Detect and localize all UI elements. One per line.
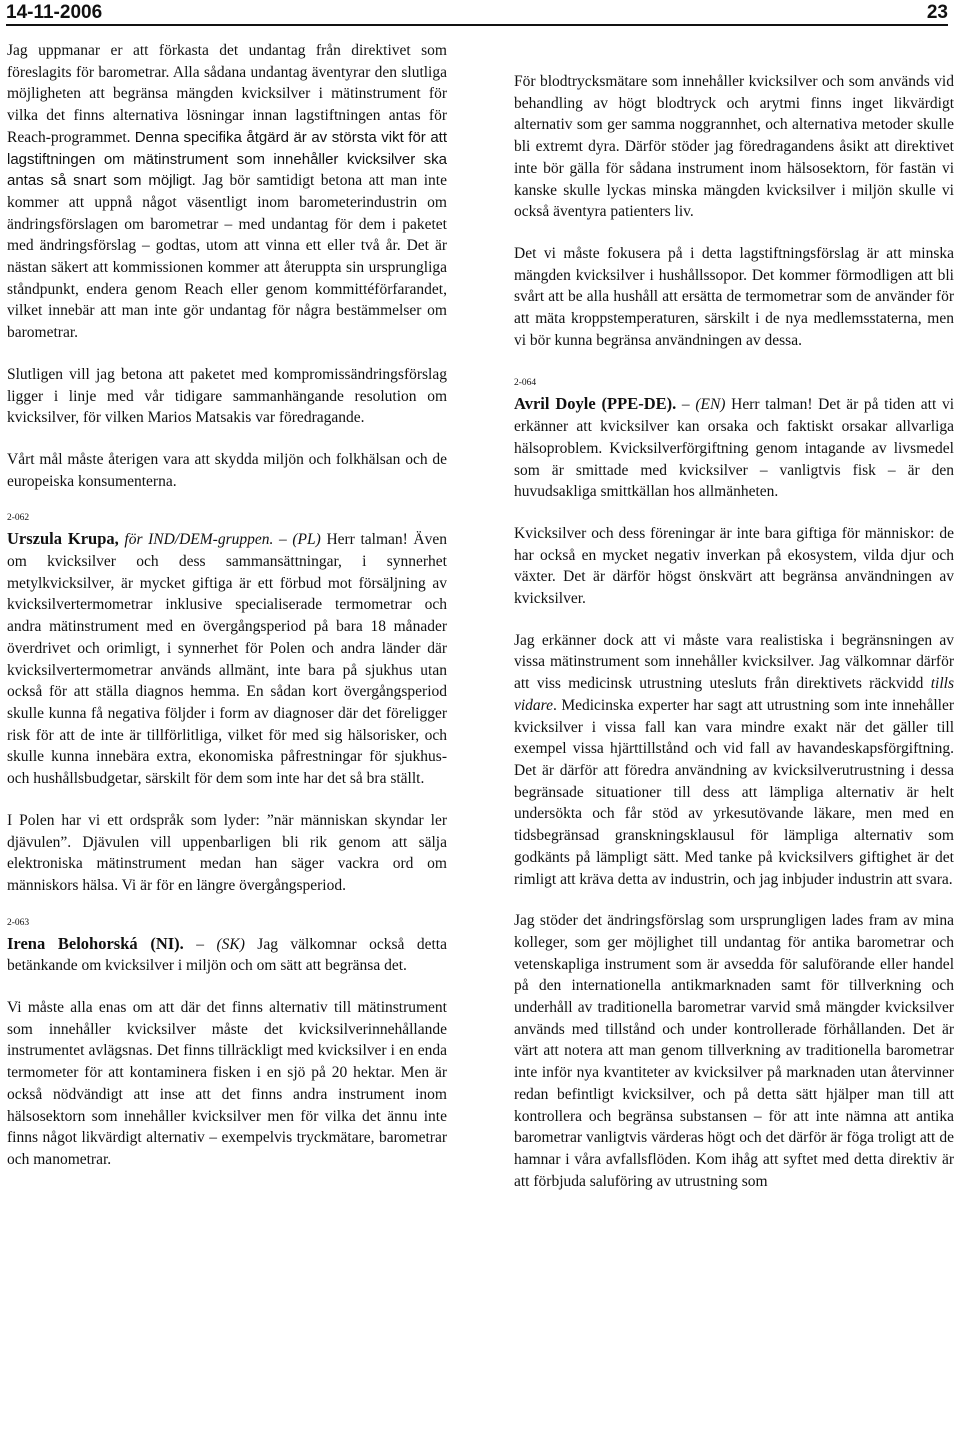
paragraph: Kvicksilver och dess föreningar är inte bara giftiga för människor: de har också en mycket negativ inverkan på ekosystem, vilda djur och växter. Det är därför högst önskvärt att begränsa användningen av kvicksilver.	[514, 524, 954, 608]
speech: Avril Doyle (PPE-DE). – (EN) Herr talman! Det är på tiden att vi erkänner att kvicksilver kan orsaka och faktiskt orsakar allvarliga hälsoproblem. Kvicksilverförgiftning genom intagande av livsmedel som är smittade med kvicksilver – vanligtvis fisk – är den huvudsakliga smittkällan hos allmänheten.	[514, 394, 955, 501]
language-tag: (SK)	[216, 935, 245, 953]
paragraph: Vi måste alla enas om att där det finns alternativ till mätinstrument som innehåller kvicksilver måste det kvicksilverinnehållande instrumentet avlägsnas. Det finns tillräckligt med kvicksilver i en enda termometer för att kontaminera fisken i en sjö på 20 hektar. Men är också nödvändigt att inse att det finns andra instrument inom hälsosektorn som innehåller kvicksilver men för vilka det ännu inte finns något likvärdigt alternativ – exempelvis tryckmätare, barometrar och manometrar.	[7, 999, 447, 1168]
speaker-name: Irena Belohorská (NI).	[7, 933, 184, 953]
speech: Irena Belohorská (NI). – (SK) Jag välkomnar också detta betänkande om kvicksilver i miljön och om sätt att begränsa det.	[7, 933, 447, 975]
paragraph: Jag erkänner dock att vi måste vara realistiska i begränsningen av vissa mätinstrument som innehåller kvicksilver. Jag välkomnar därför att viss medicinsk utrustning utesluts från direktivets räckvidd tills vidare. Medicinska experter har sagt att utrustning som inte innehåller kvicksilver i vissa fall kan vara mindre exakt när det gäller till exempel vissa hjärttillstånd och vid fall av havandeskapsförgiftning. Det är därför att föredra användning av kvicksilverutrustning i dessa begränsade situationer till dess att lämpliga alternativ är helt undersökta och får stöd av yrkesutövande läkare, men med en tidsbegränsad granskningsklausul för lämpliga alternativ som godkänts på lämpligt sätt. Med tanke på kvicksilvers giftighet är det rimligt att kräva detta av industrin, och jag inbjuder industrin att svara.	[514, 631, 954, 888]
paragraph: Slutligen vill jag betona att paketet med kompromissändringsförslag ligger i linje med vår tidigare sammanhängande resolution om kvicksilver, för vilken Marios Matsakis var föredragande.	[7, 365, 447, 427]
header-date: 14-11-2006	[6, 2, 103, 23]
paragraph: Det vi måste fokusera på i detta lagstiftningsförslag är att minska mängden kvicksilver i hushållssopor. Det kommer förmodligen att bli svårt att be alla hushåll att ersätta de termometrar som de använder för att mäta kroppstemperaturen, särskilt i de nya medlemsstaterna, men vi bör kunna begränsa användningen av dessa.	[514, 244, 954, 349]
header-page-number: 23	[926, 2, 948, 23]
language-tag: (EN)	[695, 396, 726, 414]
paragraph: Jag uppmanar er att förkasta det undantag från direktivet som föreslagits för barometrar. Alla sådana undantag äventyrar den slutliga möjligheten att begränsa mängden kvicksilver i mätinstrument för vilka det finns alternativa lösningar innan lagstiftningen antas för Reach-programmet. Denna specifika åtgärd är av största vikt för att lagstiftningen om mätinstrument som innehåller kvicksilver ska antas så snart som möjligt. Jag bör samtidigt betona att man inte kommer att uppnå något väsentligt inom barometerindustrin om ändringsförslagen om barometrar – med undantag för dem i paketet med ändringsförslag – godtas, utom att vinna ett eller två år. Det är nästan säkert att kommissionen kommer att återuppta sin ursprungliga ståndpunkt, endera genom Reach eller genom kommittéförfarandet, vilket innebär att man inte gör undantag för några bestämmelser om barometrar.	[7, 42, 448, 342]
speaker-name: Urszula Krupa,	[7, 529, 119, 549]
speech: Urszula Krupa, för IND/DEM-gruppen. – (PL) Herr talman! Även om kvicksilver och dess sammansättningar, i synnerhet metylkvicksilver, är mycket giftiga är ett förbud mot försäljning av kvicksilvertermometrar inklusive specialiserade termometrar och andra mätinstrument med en övergångsperiod på bara 18 månader överdrivet och orimligt, i synnerhet för Polen och andra länder där kvicksilvertermometrar används allmänt, inte bara på sjukhus utan också för att ställa diagnos hemma. En sådan kort övergångsperiod skulle kunna få negativa följder i form av diagnoser där det föreligger risk för att de inte är tillförlitliga, vilket för med sig hälsorisker, och skulle kunna innebära extra, ekonomiska påfrestningar för sjukhus- och hushållsbudgetar, särskilt för dem som inte har det så bra ställt.	[7, 529, 447, 788]
speech-id: 2-063	[7, 917, 30, 928]
right-column	[514, 71, 954, 1212]
speaker-group: för IND/DEM-gruppen.	[124, 531, 274, 549]
paragraph: Vårt mål måste återigen vara att skydda miljön och folkhälsan och de europeiska konsumenterna.	[7, 450, 447, 490]
page-header	[6, 0, 948, 26]
speaker-name: Avril Doyle (PPE-DE).	[514, 394, 677, 414]
speech-id: 2-062	[7, 513, 30, 524]
paragraph: För blodtrycksmätare som innehåller kvicksilver och som används vid behandling av högt blodtryck och arytmi finns inget likvärdigt alternativ som ger samma noggrannhet, och alternativa metoder skulle bli extremt dyra. Därför stöder jag föredragandens åsikt att direktivet inte bör gälla för sådana instrument inom hälsosektorn, för fastän vi kanske skulle lyckas minska mängden kvicksilver i miljön skulle vi också äventyra patienters liv.	[514, 73, 954, 221]
left-column	[7, 40, 447, 1191]
paragraph: I Polen har vi ett ordspråk som lyder: ”när människan skyndar ler djävulen”. Djävulen vill uppenbarligen bli rik genom att sälja elektroniska mätinstrument medan han säger vackra ord om människors hälsa. Vi är för en längre övergångsperiod.	[7, 811, 447, 894]
speech-id: 2-064	[514, 378, 537, 389]
language-tag: (PL)	[292, 531, 321, 549]
paragraph: Jag stöder det ändringsförslag som ursprungligen lades fram av mina kolleger, som ger möjlighet till undantag för antika barometrar och vetenskapliga instrument som är avsedda för saluförande eller handel på den internationella antikmarknaden samt för tillverkning och underhåll av traditionella barometrar varvid små mängder kvicksilver används med tillstånd och under kontrollerade förhållanden. Det är värt att notera att man genom tillverkning av traditionella barometrar inte inför nya kvantiteter av kvicksilver på marknaden utan återvinner redan befintligt kvicksilver, och på detta sätt hjälper man till att kontrollera och begränsa substansen – för att inte nämna att antika barometrar vanligtvis värderas högt och det därför är föga troligt att de hamnar i våra avfallsflöden. Kom ihåg att syftet med detta direktiv är att förbjuda saluföring av utrustning som	[514, 912, 954, 1190]
